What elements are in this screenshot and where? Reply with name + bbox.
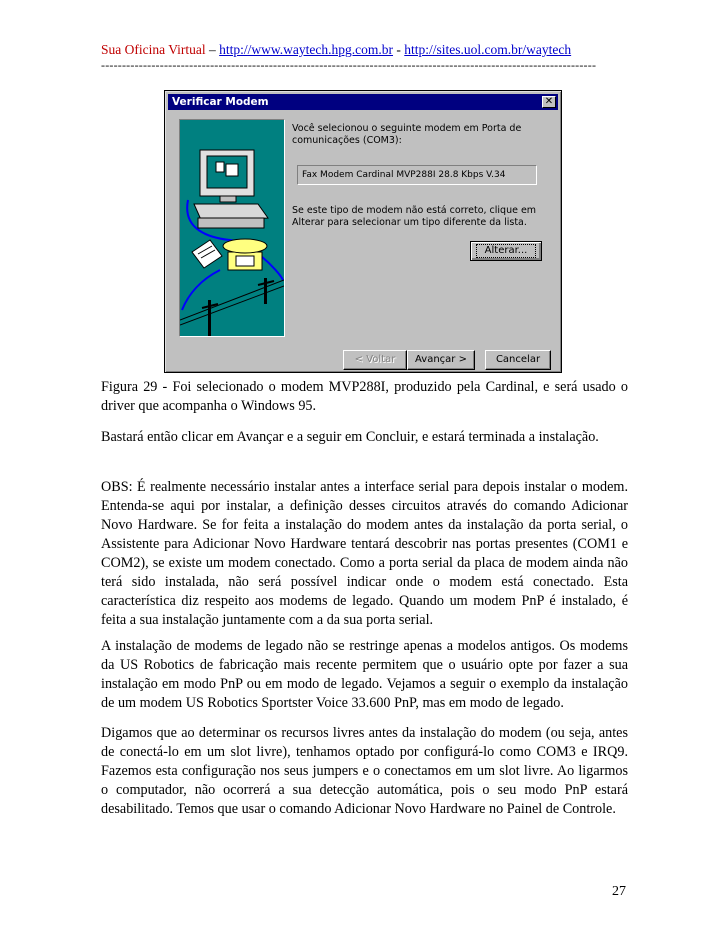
header-separator: – [205, 42, 220, 57]
alterar-button[interactable] [470, 241, 542, 261]
alterar-label: Alterar... [476, 244, 537, 258]
modem-name-field: Fax Modem Cardinal MVP288I 28.8 Kbps V.34 [297, 165, 537, 185]
header-rule: ---------------------------------------------------------------------------------------------------------------------- [101, 58, 597, 72]
selected-modem-message: Você selecionou o seguinte modem em Porta de comunicações (COM3): [292, 123, 522, 146]
paragraph-obs: OBS: É realmente necessário instalar antes a interface serial para depois instalar o modem. Entenda-se aqui por instalar, a definição desses circuitos através do comando Adicionar Novo Hardware. Se for feita a instalação do modem antes da instalação da porta serial, o Assistente para Adicionar Novo Hardware tentará descobrir nas portas presentes (COM1 e COM2), se existe um modem conectado. Como a porta serial da placa de modem ainda não terá sido instalada, não será possível indicar onde o modem está conectado. Esta característica diz respeito aos modems de legado. Quando um modem PnP é instalado, é feita a sua instalação juntamente com a da sua porta serial. [101, 479, 628, 628]
close-button[interactable] [542, 96, 556, 108]
header-brand: Sua Oficina Virtual [101, 42, 206, 57]
dialog-title: Verificar Modem [172, 96, 269, 108]
avancar-button[interactable] [407, 350, 475, 370]
verificar-modem-dialog [164, 90, 562, 373]
paragraph-concluir: Bastará então clicar em Avançar e a seguir em Concluir, e estará terminada a instalação. [101, 429, 599, 445]
paragraph-configuration: Digamos que ao determinar os recursos livres antes da instalação do modem (ou seja, antes de conectá-lo em um slot livre), tenhamos optado por configurá-lo como COM3 e IRQ9. Fazemos esta configuração nos seus jumpers e o conectamos em um slot livre. Ao ligarmos o computador, não ocorrerá a sua detecção automática, pois o seu modo PnP estará desabilitado. Temos que usar o comando Adicionar Novo Hardware no Painel de Controle. [101, 725, 628, 817]
paragraph-legacy-modems: A instalação de modems de legado não se restringe apenas a modelos antigos. Os modems da US Robotics de fabricação mais recente permitem que o usuário opte por fazer a sua instalação em modo PnP ou em modo de legado. Vejamos a seguir o exemplo da instalação de um modem US Robotics Sportster Voice 33.600 PnP, mas em modo de legado. [101, 638, 628, 711]
cancelar-button[interactable] [485, 350, 551, 370]
change-modem-message: Se este tipo de modem não está correto, clique em Alterar para selecionar um tipo diferente da lista. [292, 205, 537, 228]
wizard-illustration [179, 119, 285, 337]
header-link-hpg[interactable]: http://www.waytech.hpg.com.br [219, 42, 394, 57]
cancelar-label: Cancelar [495, 354, 541, 365]
voltar-button[interactable] [343, 350, 407, 370]
page-header [101, 42, 571, 58]
header-separator-2: - [393, 42, 405, 57]
dialog-titlebar[interactable] [168, 94, 558, 110]
computer-modem-phone-icon [180, 120, 284, 336]
figure-caption: Figura 29 - Foi selecionado o modem MVP288I, produzido pela Cardinal, e será usado o driver que acompanha o Windows 95. [101, 379, 628, 414]
close-icon: ✕ [544, 96, 554, 107]
page-number: 27 [612, 884, 626, 899]
avancar-label: Avançar > [415, 354, 467, 365]
header-link-uol[interactable]: http://sites.uol.com.br/waytech [404, 42, 572, 57]
voltar-label: < Voltar [354, 354, 396, 365]
